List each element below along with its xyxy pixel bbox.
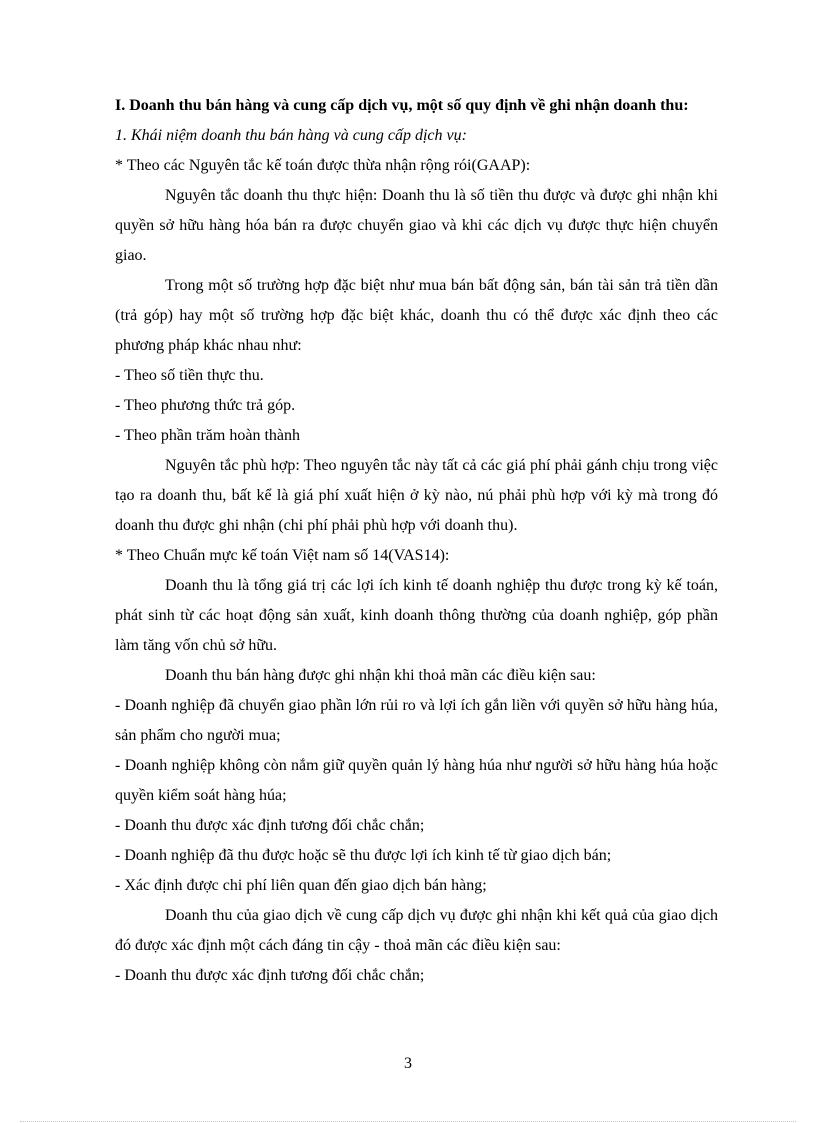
- paragraph-revenue-principle: Nguyên tắc doanh thu thực hiện: Doanh thu là số tiền thu được và được ghi nhận khi quyền sở hữu hàng hóa bán ra được chuyển giao và khi các dịch vụ được thực hiện chuyển giao.: [115, 187, 718, 264]
- list-item: - Xác định được chi phí liên quan đến giao dịch bán hàng;: [115, 877, 487, 894]
- paragraph-sales-conditions: Doanh thu bán hàng được ghi nhận khi thoả mãn các điều kiện sau:: [165, 667, 596, 684]
- list-item: - Doanh nghiệp đã thu được hoặc sẽ thu được lợi ích kinh tế từ giao dịch bán;: [115, 847, 612, 864]
- list-item: - Doanh nghiệp đã chuyển giao phần lớn rủi ro và lợi ích gắn liền với quyền sở hữu hàng húa, sản phẩm cho người mua;: [115, 697, 718, 744]
- paragraph-vas14-intro: * Theo Chuẩn mực kế toán Việt nam số 14(VAS14):: [115, 547, 450, 564]
- paragraph-gaap-intro: * Theo các Nguyên tắc kế toán được thừa nhận rộng rói(GAAP):: [115, 157, 531, 174]
- page-divider: [20, 1121, 796, 1122]
- page-number: 3: [404, 1055, 412, 1072]
- list-item: - Theo phần trăm hoàn thành: [115, 427, 300, 444]
- list-item: - Doanh thu được xác định tương đối chắc chắn;: [115, 817, 425, 834]
- subsection-heading: 1. Khái niệm doanh thu bán hàng và cung cấp dịch vụ:: [115, 127, 467, 144]
- document-body: [115, 91, 718, 991]
- list-item: - Doanh thu được xác định tương đối chắc chắn;: [115, 967, 425, 984]
- list-item: - Doanh nghiệp không còn nắm giữ quyền quản lý hàng húa như người sở hữu hàng húa hoặc quyền kiểm soát hàng húa;: [115, 757, 718, 804]
- list-item: - Theo phương thức trả góp.: [115, 397, 296, 414]
- paragraph-matching-principle: Nguyên tắc phù hợp: Theo nguyên tắc này tất cả các giá phí phải gánh chịu trong việc tạo ra doanh thu, bất kể là giá phí xuất hiện ở kỳ nào, nú phải phù hợp với kỳ mà trong đó doanh thu được ghi nhận (chi phí phải phù hợp với doanh thu).: [115, 457, 718, 534]
- section-heading: I. Doanh thu bán hàng và cung cấp dịch vụ, một số quy định về ghi nhận doanh thu:: [115, 97, 689, 114]
- paragraph-special-cases: Trong một số trường hợp đặc biệt như mua bán bất động sản, bán tài sản trả tiền dần (trả góp) hay một số trường hợp đặc biệt khác, doanh thu có thể được xác định theo các phương pháp khác nhau như:: [115, 277, 718, 354]
- paragraph-service-conditions: Doanh thu của giao dịch về cung cấp dịch vụ được ghi nhận khi kết quả của giao dịch đó được xác định một cách đáng tin cậy - thoả mãn các điều kiện sau:: [115, 907, 718, 954]
- list-item: - Theo số tiền thực thu.: [115, 367, 264, 384]
- paragraph-revenue-definition: Doanh thu là tổng giá trị các lợi ích kinh tế doanh nghiệp thu được trong kỳ kế toán, phát sinh từ các hoạt động sản xuất, kinh doanh thông thường của doanh nghiệp, góp phần làm tăng vốn chủ sở hữu.: [115, 577, 718, 654]
